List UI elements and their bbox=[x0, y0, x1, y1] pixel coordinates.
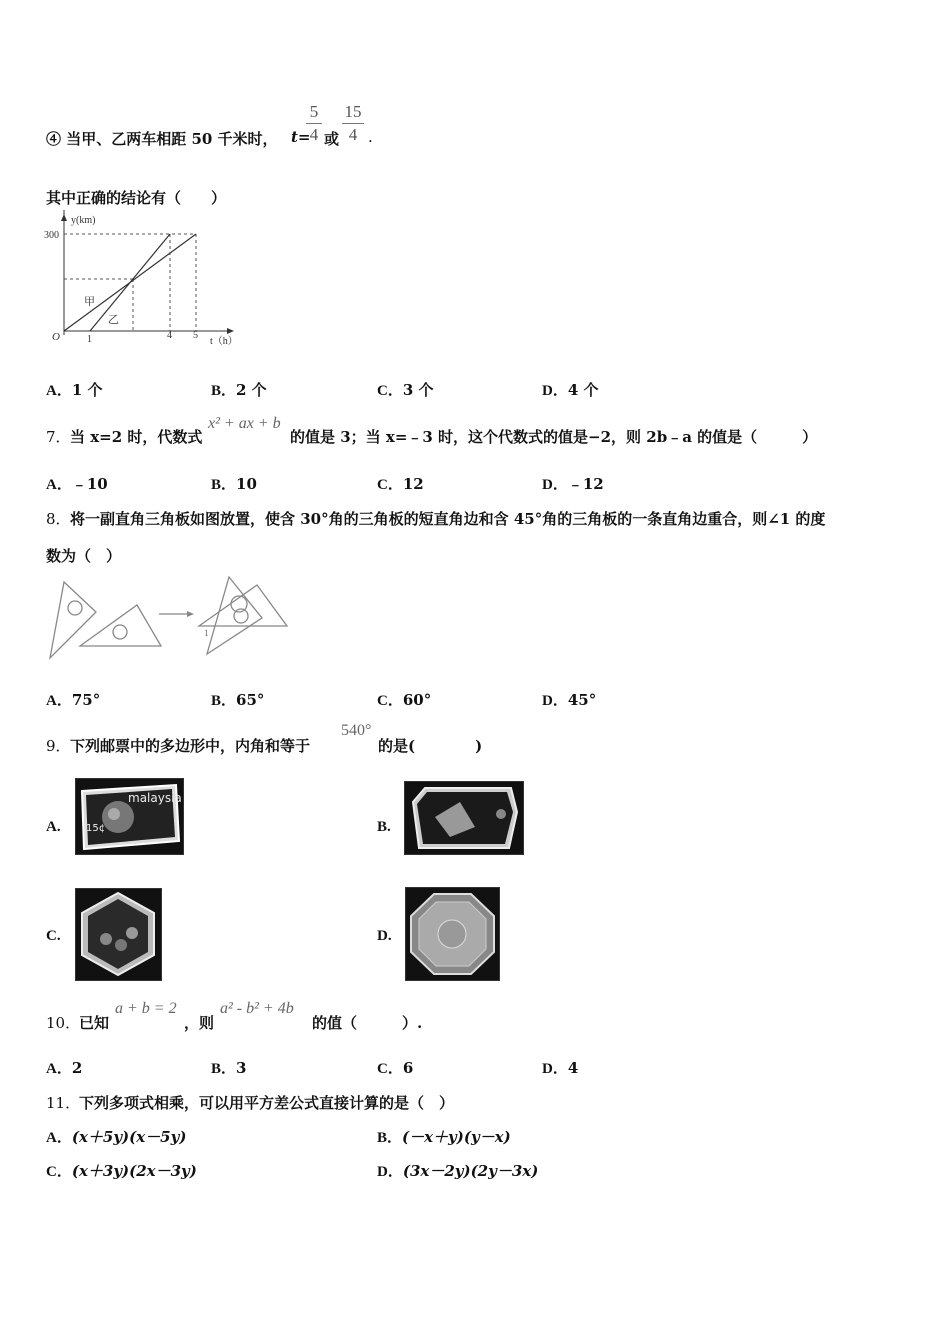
q11-text: 下列多项式相乘，可以用平方差公式直接计算的是（ ） bbox=[79, 1094, 455, 1112]
q10-option-c[interactable] bbox=[377, 1057, 413, 1078]
option-label: D． bbox=[542, 1061, 568, 1077]
option-label: B． bbox=[211, 477, 237, 493]
q10-text-c: 的值（ ）. bbox=[312, 1014, 423, 1032]
option-text: 4 个 bbox=[567, 381, 599, 399]
q7-number: 7． bbox=[46, 428, 71, 446]
q10-expression-1: a + b = 2 bbox=[115, 1000, 177, 1017]
label-yi: 乙 bbox=[108, 314, 119, 326]
stamp-b-art bbox=[405, 782, 523, 854]
option-label: B． bbox=[377, 1130, 403, 1146]
q9-option-c-label[interactable]: C. bbox=[46, 928, 61, 944]
q10-option-a[interactable] bbox=[46, 1057, 82, 1078]
tick-5: 5 bbox=[193, 330, 198, 341]
option-text: (3x－2y)(2y－3x) bbox=[402, 1162, 539, 1180]
q8-option-a[interactable] bbox=[46, 689, 100, 710]
tick-300: 300 bbox=[44, 230, 59, 241]
option-label: C． bbox=[46, 1164, 72, 1180]
option-text: ﹣12 bbox=[567, 475, 604, 493]
tick-4: 4 bbox=[167, 330, 172, 341]
q7-option-a[interactable] bbox=[46, 473, 108, 494]
angle-1-label: 1 bbox=[204, 628, 209, 638]
q7-option-d[interactable] bbox=[542, 473, 604, 494]
label-jia: 甲 bbox=[84, 296, 95, 308]
q9-option-d-label[interactable]: D. bbox=[377, 928, 392, 944]
stamp-d-art bbox=[406, 888, 499, 980]
q7-text-b: 的值是 3；当 x=﹣3 时，这个代数式的值是−2，则 2b﹣a 的值是（ ） bbox=[290, 428, 818, 446]
option-text: 1 个 bbox=[71, 381, 103, 399]
q6-item4-text: ④ 当甲、乙两车相距 50 千米时， bbox=[46, 130, 278, 148]
option-label: C． bbox=[377, 693, 403, 709]
board-hole bbox=[113, 625, 127, 639]
option-text: 3 bbox=[236, 1059, 247, 1077]
q9-expression: 540° bbox=[341, 722, 372, 739]
option-text: ﹣10 bbox=[71, 475, 108, 493]
q7-option-b[interactable] bbox=[211, 473, 257, 494]
q9-text-b: 的是( ) bbox=[378, 737, 483, 755]
option-label: D． bbox=[377, 1164, 403, 1180]
stamp-a-value: 15¢ bbox=[86, 823, 106, 834]
option-label: C． bbox=[377, 383, 403, 399]
q8-line2: 数为（ ） bbox=[46, 547, 122, 565]
frac-numerator: 5 bbox=[309, 102, 319, 121]
q6-period: . bbox=[368, 128, 373, 146]
tick-1: 1 bbox=[87, 334, 92, 345]
option-label: C． bbox=[377, 1061, 403, 1077]
option-text: (x＋3y)(2x－3y) bbox=[71, 1162, 197, 1180]
option-label: A． bbox=[46, 477, 72, 493]
q11-number: 11． bbox=[46, 1094, 81, 1112]
option-label: B． bbox=[211, 383, 237, 399]
q6-fraction-15-4 bbox=[342, 102, 364, 145]
x-axis-label: t（h） bbox=[210, 336, 238, 347]
q10-expression-2: a² - b² + 4b bbox=[220, 1000, 294, 1017]
q6-question: 其中正确的结论有（ ） bbox=[46, 189, 227, 207]
frac-denominator: 4 bbox=[309, 125, 319, 144]
stamp-c[interactable] bbox=[75, 888, 162, 981]
q11-option-a[interactable] bbox=[46, 1126, 186, 1147]
q8-number: 8． bbox=[46, 510, 71, 528]
option-text: 6 bbox=[402, 1059, 414, 1077]
board-45deg-placed bbox=[199, 585, 287, 626]
option-label: B． bbox=[211, 1061, 237, 1077]
q10-text-a: 已知 bbox=[79, 1014, 110, 1032]
stamp-a-country: malaysia bbox=[128, 791, 182, 805]
option-label: D． bbox=[542, 383, 568, 399]
y-axis-arrow bbox=[61, 214, 67, 221]
q8-option-d[interactable] bbox=[542, 689, 596, 710]
option-text: 3 个 bbox=[402, 381, 434, 399]
q7-text-a: 当 x=2 时，代数式 bbox=[70, 428, 203, 446]
stamp-a[interactable] bbox=[75, 778, 184, 855]
q9-number: 9． bbox=[46, 737, 71, 755]
q6-fraction-5-4 bbox=[306, 102, 322, 145]
option-text: 10 bbox=[236, 475, 257, 493]
option-text: 2 bbox=[71, 1059, 83, 1077]
option-label: A． bbox=[46, 383, 72, 399]
q6-or: 或 bbox=[324, 130, 340, 148]
q6-option-a[interactable] bbox=[46, 379, 103, 400]
stamp-c-art bbox=[76, 889, 161, 980]
option-label: D． bbox=[542, 477, 568, 493]
q8-option-c[interactable] bbox=[377, 689, 431, 710]
option-text: 45° bbox=[567, 691, 597, 709]
option-text: 4 bbox=[567, 1059, 579, 1077]
board-hole bbox=[68, 601, 82, 615]
q9-option-a-label[interactable]: A. bbox=[46, 819, 61, 835]
option-text: (－x＋y)(y－x) bbox=[402, 1128, 511, 1146]
q11-option-c[interactable] bbox=[46, 1160, 197, 1181]
x-axis-arrow bbox=[227, 328, 234, 334]
stamp-b[interactable] bbox=[404, 781, 524, 855]
option-label: C． bbox=[377, 477, 403, 493]
origin-label: O bbox=[52, 331, 60, 343]
arrow-head bbox=[187, 611, 194, 617]
triangle-boards-figure bbox=[44, 574, 294, 664]
q8-option-b[interactable] bbox=[211, 689, 264, 710]
q10-option-b[interactable] bbox=[211, 1057, 246, 1078]
option-text: 12 bbox=[402, 475, 424, 493]
q6-option-c[interactable] bbox=[377, 379, 434, 400]
option-text: 2 个 bbox=[236, 381, 267, 399]
q11-option-d[interactable] bbox=[377, 1160, 538, 1181]
option-label: D． bbox=[542, 693, 568, 709]
q10-option-d[interactable] bbox=[542, 1057, 578, 1078]
q6-option-b[interactable] bbox=[211, 379, 267, 400]
q7-option-c[interactable] bbox=[377, 473, 424, 494]
option-label: B． bbox=[211, 693, 237, 709]
q9-option-b-label[interactable]: B. bbox=[377, 819, 391, 835]
option-text: 60° bbox=[402, 691, 432, 709]
q8-line1: 将一副直角三角板如图放置，使含 30°角的三角板的短直角边和含 45°角的三角板的一条直角边重合，则∠1 的度 bbox=[70, 510, 826, 528]
frac-numerator: 15 bbox=[344, 102, 362, 121]
q9-text-a: 下列邮票中的多边形中，内角和等于 bbox=[70, 737, 311, 755]
option-label: A． bbox=[46, 1130, 72, 1146]
distance-time-graph bbox=[44, 210, 244, 350]
option-text: 65° bbox=[236, 691, 265, 709]
line-yi bbox=[90, 234, 170, 331]
q6-t-label: t= bbox=[291, 128, 311, 146]
option-text: (x＋5y)(x－5y) bbox=[71, 1128, 187, 1146]
stamp-d[interactable] bbox=[405, 887, 500, 981]
option-label: A． bbox=[46, 1061, 72, 1077]
q11-option-b[interactable] bbox=[377, 1126, 511, 1147]
q7-expression: x² + ax + b bbox=[208, 415, 281, 432]
q6-option-d[interactable] bbox=[542, 379, 599, 400]
q10-number: 10． bbox=[46, 1014, 81, 1032]
option-label: A． bbox=[46, 693, 72, 709]
frac-denominator: 4 bbox=[348, 125, 358, 144]
y-axis-label: y(km) bbox=[71, 215, 96, 226]
option-text: 75° bbox=[71, 691, 101, 709]
q10-text-b: ，则 bbox=[184, 1014, 215, 1032]
